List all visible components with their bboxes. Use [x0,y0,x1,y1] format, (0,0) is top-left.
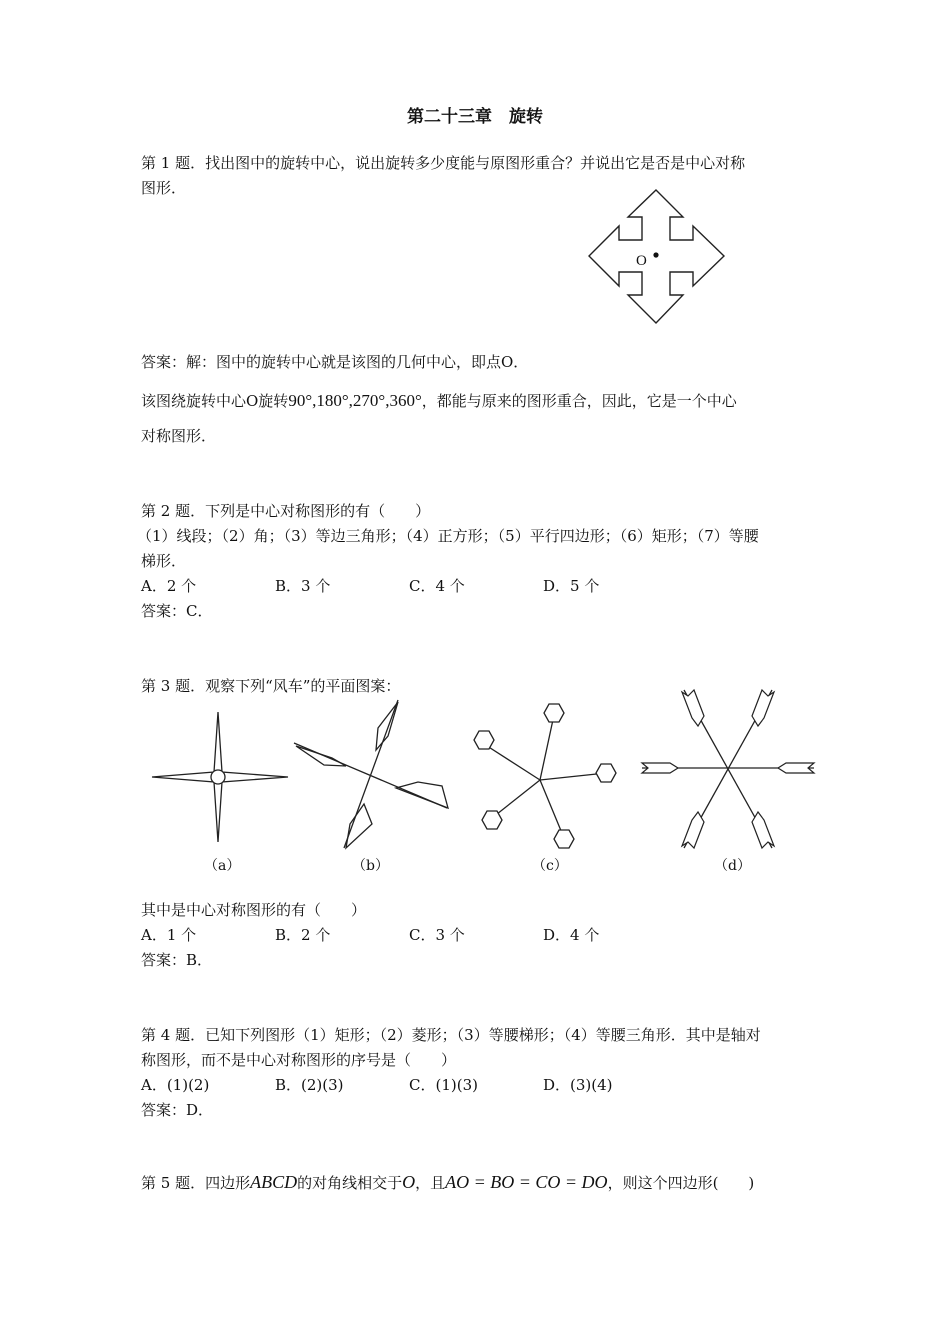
q5-text-pre: 第 5 题．四边形 [141,1174,251,1192]
q3-option-b: B．2 个 [275,926,331,944]
caption-c: （c） [532,858,568,874]
q2-text-line3: 梯形． [141,552,187,570]
pinwheel-b-figure [292,698,452,853]
q4-text-line2: 称图形，而不是中心对称图形的序号是（ ） [141,1051,457,1069]
q4-option-a: A．(1)(2) [141,1076,210,1094]
pinwheel-a-figure [150,710,290,845]
q2-option-b: B．3 个 [275,577,331,595]
q5-text [141,1172,754,1193]
q4-text-line1: 第 4 题．已知下列图形（1）矩形；（2）菱形；（3）等腰梯形；（4）等腰三角形．其中是轴对 [141,1026,761,1044]
caption-d: （d） [714,858,751,874]
caption-b: （b） [352,858,389,874]
q2-options [141,576,677,596]
q1-answer-angles: 90°,180°,270°,360° [288,391,422,410]
q5-text-mid1: 的对角线相交于 [297,1174,403,1192]
q3-option-c: C．3 个 [409,926,465,944]
q1-text-line1: 第 1 题．找出图中的旋转中心，说出旋转多少度能与原图形重合？并说出它是否是中心对称 [141,154,746,172]
q1-answer-line2-post: ，都能与原来的图形重合，因此，它是一个中心 [421,392,737,410]
q5-text-post: ，则这个四边形( ) [607,1174,755,1192]
q1-answer-line2-pre: 该图绕旋转中心O旋转 [141,392,289,410]
q2-option-d: D．5 个 [543,577,600,595]
q1-answer-line1: 答案：解：图中的旋转中心就是该图的几何中心，即点O． [141,353,529,371]
q5-equality: AO = BO = CO = DO [445,1172,608,1192]
q3-options [141,925,677,945]
q5-quadrilateral-name: ABCD [250,1172,298,1192]
page-title: 第二十三章 旋转 [407,107,543,127]
pinwheel-c-figure [470,700,620,840]
q3-option-d: D．4 个 [543,926,600,944]
q4-option-b: B．(2)(3) [275,1076,344,1094]
q1-text-line2: 图形． [141,179,187,197]
pinwheel-d-figure [640,688,816,852]
q2-option-a: A．2 个 [141,577,197,595]
q1-arrow-cross-figure [588,190,728,325]
q1-answer-line2 [141,391,737,411]
q1-center-label: O [636,253,647,269]
q4-answer: 答案：D． [141,1101,214,1119]
q3-text-line1: 第 3 题．观察下列“风车”的平面图案： [141,677,401,695]
q2-text-line2: （1）线段；（2）角；（3）等边三角形；（4）正方形；（5）平行四边形；（6）矩形；（7）等腰 [137,527,759,545]
q4-options [141,1075,677,1095]
q3-question: 其中是中心对称图形的有（ ） [141,901,367,919]
q5-text-mid2: ，且 [415,1174,446,1192]
q2-option-c: C．4 个 [409,577,465,595]
q4-option-c: C．(1)(3) [409,1076,478,1094]
q5-point-o: O [402,1172,416,1192]
q1-answer-line3: 对称图形． [141,427,217,445]
q3-answer: 答案：B． [141,951,213,969]
q2-answer: 答案：C． [141,602,213,620]
caption-a: （a） [204,858,241,874]
q3-option-a: A．1 个 [141,926,197,944]
q4-option-d: D．(3)(4) [543,1076,613,1094]
q2-text-line1: 第 2 题．下列是中心对称图形的有（ ） [141,502,431,520]
